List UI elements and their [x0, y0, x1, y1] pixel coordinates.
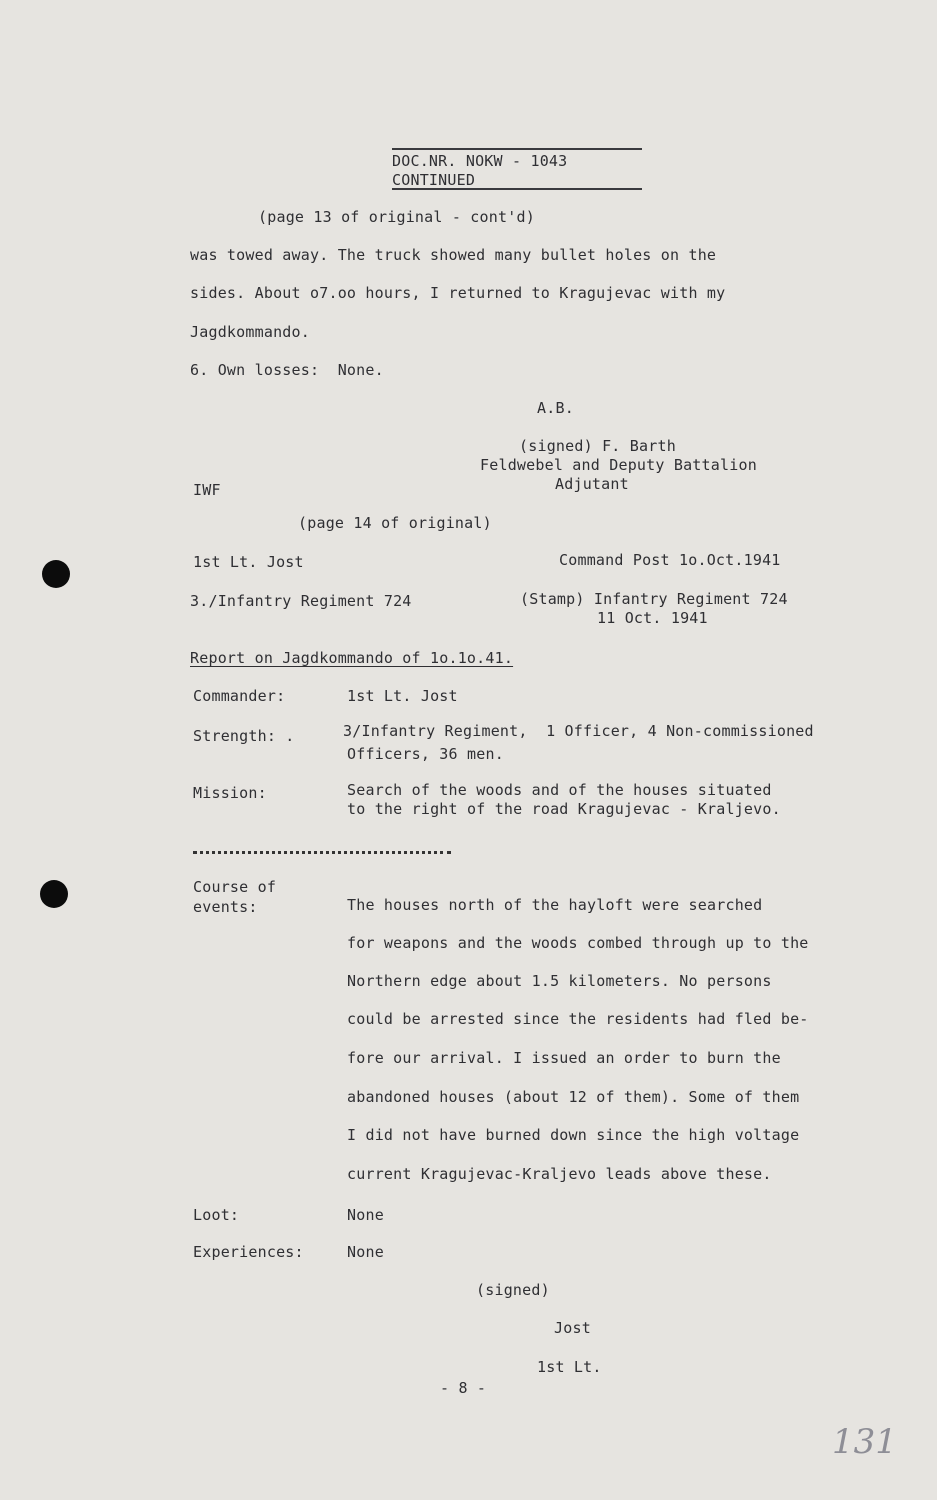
page-ref-14: (page 14 of original): [298, 514, 492, 532]
mission-line-2: to the right of the road Kragujevac - Kraljevo.: [347, 800, 781, 818]
author: 1st Lt. Jost: [193, 553, 304, 571]
loot-value: None: [347, 1206, 384, 1224]
course-line: for weapons and the woods combed through up to the: [347, 934, 809, 952]
handwritten-number: 131: [832, 1422, 897, 1462]
course-line: I did not have burned down since the high voltage: [347, 1126, 800, 1144]
punch-hole-bottom: [40, 880, 68, 908]
commander-value: 1st Lt. Jost: [347, 687, 458, 705]
stamp-line-2: 11 Oct. 1941: [597, 609, 708, 627]
doc-number: DOC.NR. NOKW - 1043: [392, 152, 568, 170]
signer-rank: 1st Lt.: [537, 1358, 602, 1376]
dotted-separator: [193, 851, 451, 854]
report-title: Report on Jagdkommando of 1o.1o.41.: [190, 649, 514, 667]
course-line: abandoned houses (about 12 of them). Some of them: [347, 1088, 800, 1106]
unit: 3./Infantry Regiment 724: [190, 592, 412, 610]
mission-label: Mission:: [193, 784, 267, 802]
iwf-initials: IWF: [193, 481, 221, 499]
continued-label: CONTINUED: [392, 171, 476, 189]
course-line: The houses north of the hayloft were searched: [347, 896, 763, 914]
course-line: current Kragujevac-Kraljevo leads above these.: [347, 1165, 772, 1183]
punch-hole-top: [42, 560, 70, 588]
signer-name: Jost: [554, 1319, 591, 1337]
course-line: fore our arrival. I issued an order to burn the: [347, 1049, 781, 1067]
mission-line-1: Search of the woods and of the houses situated: [347, 781, 772, 799]
page-ref-13: (page 13 of original - cont'd): [258, 208, 535, 226]
barth-title-2: Adjutant: [555, 475, 629, 493]
course-label-1: Course of: [193, 878, 277, 896]
loot-label: Loot:: [193, 1206, 240, 1224]
experiences-value: None: [347, 1243, 384, 1261]
barth-title-1: Feldwebel and Deputy Battalion: [480, 456, 757, 474]
strength-line-2: Officers, 36 men.: [347, 745, 504, 763]
strength-label: Strength: .: [193, 727, 295, 745]
signed-label: (signed): [476, 1281, 550, 1299]
course-label-2: events:: [193, 898, 258, 916]
ab-initials: A.B.: [537, 399, 574, 417]
continuation-line-1: was towed away. The truck showed many bullet holes on the: [190, 246, 717, 264]
stamp-line-1: (Stamp) Infantry Regiment 724: [520, 590, 788, 608]
commander-label: Commander:: [193, 687, 286, 705]
header-rule-top: [392, 148, 642, 150]
experiences-label: Experiences:: [193, 1243, 304, 1261]
strength-line-1: 3/Infantry Regiment, 1 Officer, 4 Non-commissioned: [343, 722, 814, 740]
signed-barth: (signed) F. Barth: [519, 437, 676, 455]
continuation-line-2: sides. About o7.oo hours, I returned to Kragujevac with my: [190, 284, 726, 302]
command-post: Command Post 1o.Oct.1941: [559, 551, 781, 569]
course-line: Northern edge about 1.5 kilometers. No persons: [347, 972, 772, 990]
continuation-line-3: Jagdkommando.: [190, 323, 310, 341]
course-line: could be arrested since the residents had fled be-: [347, 1010, 809, 1028]
header-rule-bottom: [392, 188, 642, 190]
own-losses: 6. Own losses: None.: [190, 361, 384, 379]
page-number: - 8 -: [440, 1379, 487, 1397]
